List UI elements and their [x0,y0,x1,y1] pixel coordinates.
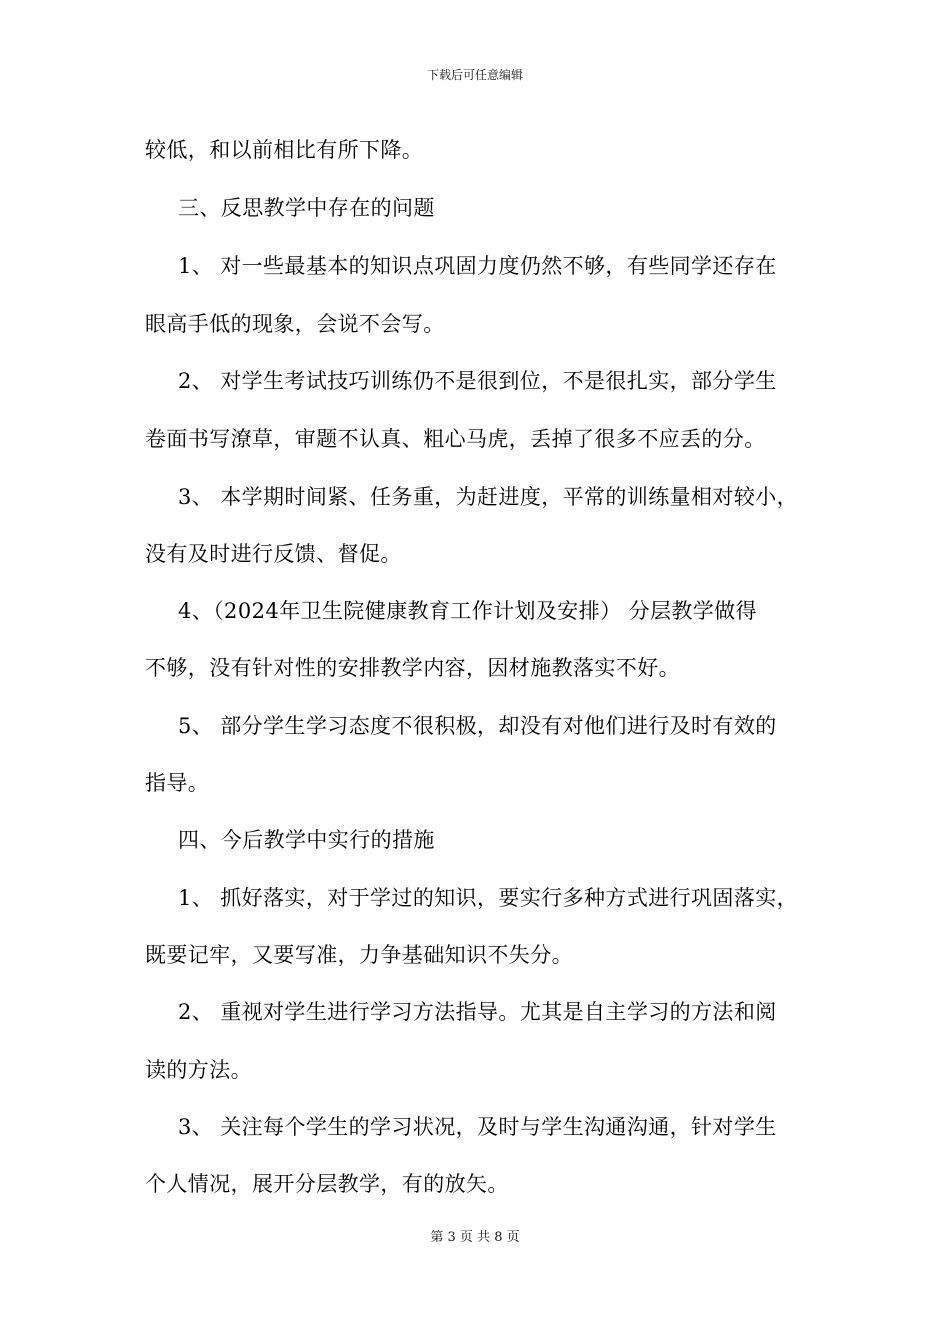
list-item-line: 1、 对一些最基本的知识点巩固力度仍然不够，有些同学还存在 [178,254,777,278]
page-header: 下载后可任意编辑 [426,68,523,82]
paragraph-line: 个人情况，展开分层教学，有的放矢。 [145,1172,509,1196]
list-item-line: 5、 部分学生学习态度不很积极，却没有对他们进行及时有效的 [178,714,777,738]
page-footer: 第 3 页 共 8 页 [430,1230,520,1245]
paragraph-line: 既要记牢，又要写准，力争基础知识不失分。 [145,943,573,967]
paragraph-line: 不够，没有针对性的安排教学内容，因材施教落实不好。 [145,656,680,680]
paragraph-line: 指导。 [145,771,210,795]
list-item-line: 1、 抓好落实，对于学过的知识，要实行多种方式进行巩固落实， [178,886,799,910]
list-item-line: 2、 重视对学生进行学习方法指导。尤其是自主学习的方法和阅 [178,1000,777,1024]
section-heading: 四、今后教学中实行的措施 [178,828,435,852]
paragraph-line: 眼高手低的现象，会说不会写。 [145,312,445,336]
paragraph-line: 没有及时进行反馈、督促。 [145,542,402,566]
paragraph-line: 读的方法。 [145,1058,252,1082]
list-item-line: 3、 关注每个学生的学习状况，及时与学生沟通沟通，针对学生 [178,1115,777,1139]
list-item-line: 2、 对学生考试技巧训练仍不是很到位，不是很扎实，部分学生 [178,369,777,393]
list-item-line: 4、（2024年卫生院健康教育工作计划及安排） 分层教学做得 [178,599,757,623]
list-item-line: 3、 本学期时间紧、任务重，为赶进度，平常的训练量相对较小， [178,485,799,509]
paragraph-line: 较低，和以前相比有所下降。 [145,138,424,162]
paragraph-line: 卷面书写潦草，审题不认真、粗心马虎，丢掉了很多不应丢的分。 [145,427,766,451]
section-heading: 三、反思教学中存在的问题 [178,196,435,220]
